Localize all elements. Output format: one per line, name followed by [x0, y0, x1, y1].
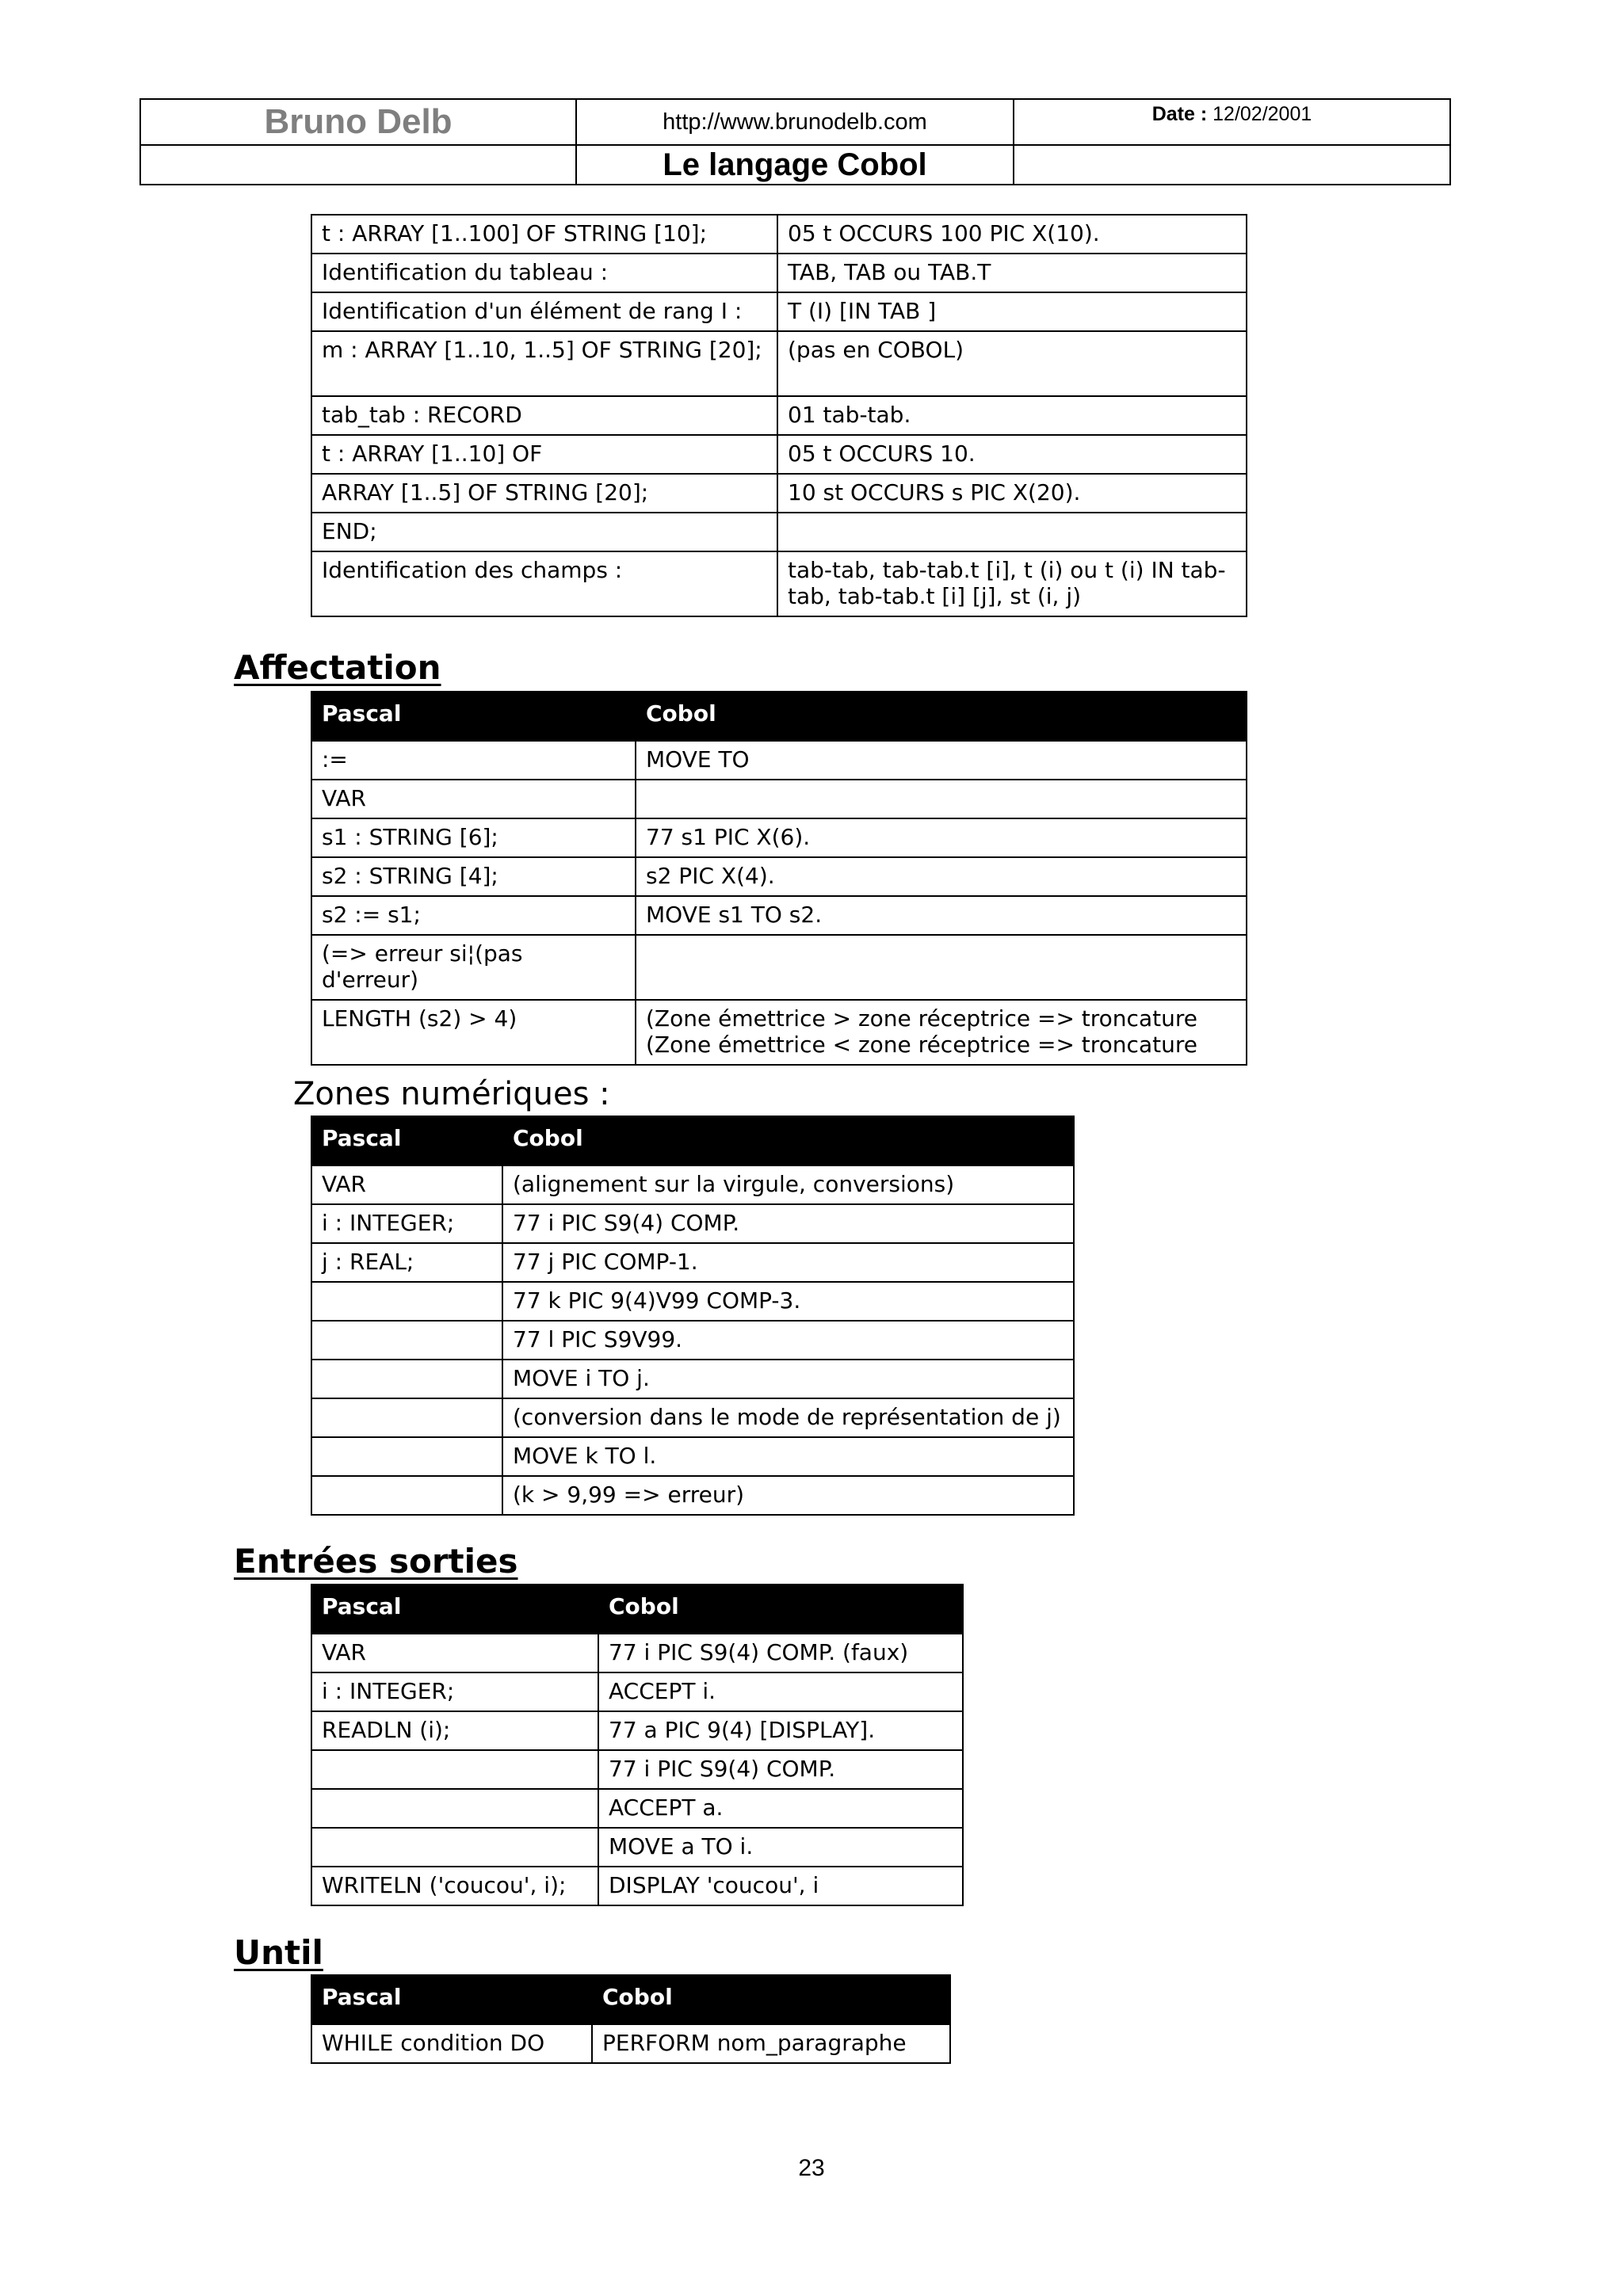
zones-numeriques-table	[311, 1116, 1075, 1516]
table-row	[311, 1243, 1074, 1282]
table-row	[311, 1398, 1074, 1437]
document-title: Le langage Cobol	[576, 145, 1014, 185]
table-row	[311, 1165, 1074, 1204]
table-cell: PERFORM nom_paragraphe	[592, 2024, 950, 2063]
table-row	[311, 1672, 963, 1711]
table-cell: (conversion dans le mode de représentation de j)	[502, 1398, 1074, 1437]
table-cell: m : ARRAY [1..10, 1..5] OF STRING [20];	[311, 331, 777, 396]
table-cell: Identification des champs :	[311, 551, 777, 616]
table-cell: ACCEPT a.	[598, 1789, 963, 1828]
table-row	[311, 513, 1247, 551]
table-cell	[636, 935, 1247, 1000]
table-row	[311, 1750, 963, 1789]
table-cell: 77 a PIC 9(4) [DISPLAY].	[598, 1711, 963, 1750]
table-cell: (=> erreur si¦(pas d'erreur)	[311, 935, 636, 1000]
table-cell: WRITELN ('coucou', i);	[311, 1867, 598, 1905]
table-cell: i : INTEGER;	[311, 1204, 502, 1243]
table-row	[311, 1476, 1074, 1515]
table-cell: Identification du tableau :	[311, 254, 777, 292]
table-cell	[311, 1398, 502, 1437]
arrays-table	[311, 214, 1247, 617]
table-row	[311, 857, 1247, 896]
section-title-affectation: Affectation	[234, 648, 441, 687]
entrees_sorties-header-cobol: Cobol	[598, 1585, 963, 1634]
author-name: Bruno Delb	[140, 99, 576, 145]
table-cell: :=	[311, 741, 636, 780]
until-header-cobol: Cobol	[592, 1975, 950, 2024]
table-row	[311, 551, 1247, 616]
until-header-pascal: Pascal	[311, 1975, 592, 2024]
table-cell: VAR	[311, 1165, 502, 1204]
table-cell: ACCEPT i.	[598, 1672, 963, 1711]
table-cell	[311, 1437, 502, 1476]
table-cell: 77 l PIC S9V99.	[502, 1321, 1074, 1360]
es-table-body	[311, 1634, 963, 1905]
arrays-table-body	[311, 215, 1247, 616]
table-cell: VAR	[311, 1634, 598, 1672]
table-cell: 77 i PIC S9(4) COMP. (faux)	[598, 1634, 963, 1672]
table-cell: LENGTH (s2) > 4)	[311, 1000, 636, 1065]
es-header-row	[311, 1585, 963, 1634]
table-row	[311, 1204, 1074, 1243]
table-cell: (Zone émettrice > zone réceptrice => troncature (Zone émettrice < zone réceptrice => troncature	[636, 1000, 1247, 1065]
table-cell: MOVE s1 TO s2.	[636, 896, 1247, 935]
table-row	[311, 254, 1247, 292]
table-cell: (alignement sur la virgule, conversions)	[502, 1165, 1074, 1204]
table-row	[311, 1828, 963, 1867]
table-row	[311, 1000, 1247, 1065]
table-row	[311, 215, 1247, 254]
table-row	[311, 935, 1247, 1000]
table-cell: (k > 9,99 => erreur)	[502, 1476, 1074, 1515]
table-row	[311, 1711, 963, 1750]
table-cell: t : ARRAY [1..100] OF STRING [10];	[311, 215, 777, 254]
table-cell: MOVE i TO j.	[502, 1360, 1074, 1398]
date-cell	[1014, 99, 1450, 145]
affectation-header-pascal: Pascal	[311, 692, 636, 741]
table-cell: i : INTEGER;	[311, 1672, 598, 1711]
table-cell: Identification d'un élément de rang I :	[311, 292, 777, 331]
table-cell: 77 i PIC S9(4) COMP.	[598, 1750, 963, 1789]
table-row	[311, 896, 1247, 935]
table-cell: 77 j PIC COMP-1.	[502, 1243, 1074, 1282]
table-cell: 05 t OCCURS 10.	[777, 435, 1247, 474]
table-row	[311, 1282, 1074, 1321]
table-cell: 77 s1 PIC X(6).	[636, 818, 1247, 857]
table-row	[311, 1789, 963, 1828]
section-title-until: Until	[234, 1933, 323, 1972]
table-cell	[311, 1360, 502, 1398]
table-row	[311, 1867, 963, 1905]
table-row	[311, 1321, 1074, 1360]
table-row	[311, 474, 1247, 513]
table-cell: T (I) [IN TAB ]	[777, 292, 1247, 331]
zones-table-body	[311, 1165, 1074, 1515]
affectation-table-body	[311, 741, 1247, 1065]
table-cell: MOVE a TO i.	[598, 1828, 963, 1867]
table-cell	[777, 513, 1247, 551]
subsection-title-zones-numeriques: Zones numériques :	[293, 1076, 610, 1112]
table-row	[311, 435, 1247, 474]
table-row	[311, 292, 1247, 331]
table-cell: tab-tab, tab-tab.t [i], t (i) ou t (i) IN tab-tab, tab-tab.t [i] [j], st (i, j)	[777, 551, 1247, 616]
table-cell: TAB, TAB ou TAB.T	[777, 254, 1247, 292]
zones_numeriques-header-pascal: Pascal	[311, 1116, 502, 1165]
table-row	[311, 1360, 1074, 1398]
table-cell	[311, 1789, 598, 1828]
date-value: 12/02/2001	[1212, 103, 1312, 125]
table-row	[311, 2024, 950, 2063]
table-row	[311, 331, 1247, 396]
table-cell: READLN (i);	[311, 1711, 598, 1750]
table-row	[311, 396, 1247, 435]
table-cell	[311, 1282, 502, 1321]
table-cell: VAR	[311, 780, 636, 818]
table-cell: MOVE k TO l.	[502, 1437, 1074, 1476]
table-cell: s2 := s1;	[311, 896, 636, 935]
header-empty-left	[140, 145, 576, 185]
table-row	[311, 818, 1247, 857]
table-cell	[311, 1321, 502, 1360]
table-row	[311, 1437, 1074, 1476]
table-cell: s2 PIC X(4).	[636, 857, 1247, 896]
until-header-row	[311, 1975, 950, 2024]
table-cell	[636, 780, 1247, 818]
zones_numeriques-header-cobol: Cobol	[502, 1116, 1074, 1165]
table-cell: tab_tab : RECORD	[311, 396, 777, 435]
table-row	[311, 780, 1247, 818]
affectation-header-cobol: Cobol	[636, 692, 1247, 741]
table-cell: s1 : STRING [6];	[311, 818, 636, 857]
website-url: http://www.brunodelb.com	[576, 99, 1014, 145]
table-cell: DISPLAY 'coucou', i	[598, 1867, 963, 1905]
entrees-sorties-table	[311, 1584, 964, 1906]
table-cell: 10 st OCCURS s PIC X(20).	[777, 474, 1247, 513]
table-cell: 77 k PIC 9(4)V99 COMP-3.	[502, 1282, 1074, 1321]
table-cell: 05 t OCCURS 100 PIC X(10).	[777, 215, 1247, 254]
affectation-table	[311, 691, 1247, 1066]
table-row	[311, 1634, 963, 1672]
table-cell: s2 : STRING [4];	[311, 857, 636, 896]
table-cell: 01 tab-tab.	[777, 396, 1247, 435]
table-cell: MOVE TO	[636, 741, 1247, 780]
table-cell	[311, 1828, 598, 1867]
date-label: Date :	[1151, 103, 1208, 125]
table-cell	[311, 1750, 598, 1789]
affectation-header-row	[311, 692, 1247, 741]
table-cell: j : REAL;	[311, 1243, 502, 1282]
zones-header-row	[311, 1116, 1074, 1165]
table-cell: t : ARRAY [1..10] OF	[311, 435, 777, 474]
page-header	[139, 98, 1451, 185]
table-cell	[311, 1476, 502, 1515]
until-table	[311, 1974, 951, 2064]
table-cell: ARRAY [1..5] OF STRING [20];	[311, 474, 777, 513]
table-cell: 77 i PIC S9(4) COMP.	[502, 1204, 1074, 1243]
table-cell: (pas en COBOL)	[777, 331, 1247, 396]
table-cell: END;	[311, 513, 777, 551]
section-title-entrees-sorties: Entrées sorties	[234, 1542, 518, 1581]
until-table-body	[311, 2024, 950, 2063]
page-number: 23	[798, 2155, 825, 2181]
header-empty-right	[1014, 145, 1450, 185]
table-row	[311, 741, 1247, 780]
table-cell: WHILE condition DO	[311, 2024, 592, 2063]
entrees_sorties-header-pascal: Pascal	[311, 1585, 598, 1634]
